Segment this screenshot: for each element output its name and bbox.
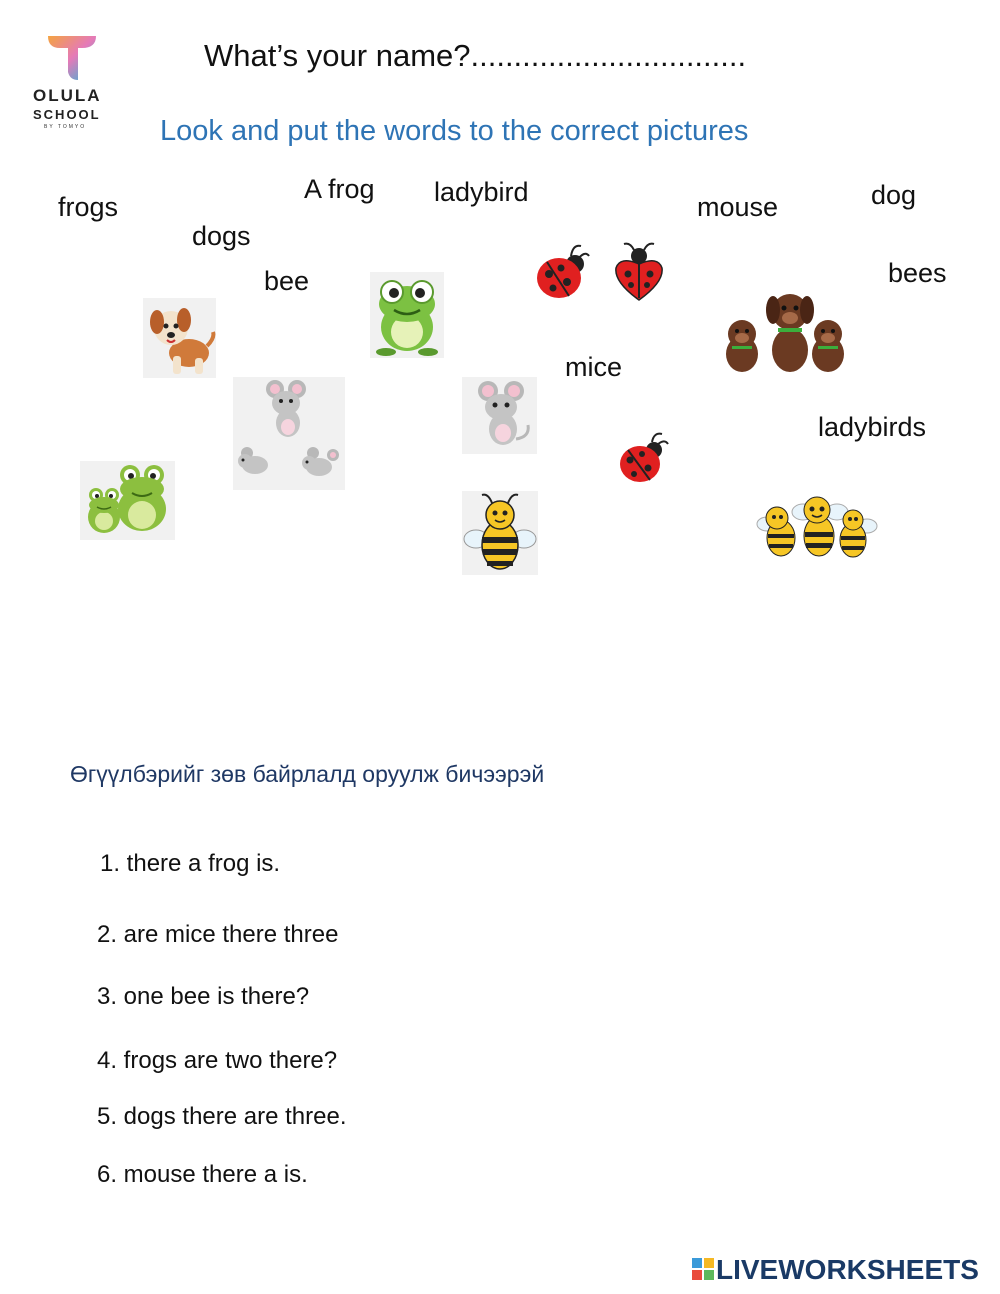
frogs-picture[interactable] [80, 461, 175, 540]
word-ladybirds[interactable]: ladybirds [818, 412, 927, 442]
sentence-3: 3. one bee is there? [97, 983, 310, 1010]
ladybird-picture-2[interactable] [612, 242, 666, 302]
name-prompt: What’s your name?................................ [204, 38, 747, 73]
sentence-5: 5. dogs there are three. [97, 1103, 347, 1130]
dog-icon [143, 298, 216, 378]
liveworksheets-icon [692, 1258, 714, 1280]
word-frogs[interactable]: frogs [58, 192, 119, 222]
frogs-icon [80, 461, 175, 540]
instruction-title: Look and put the words to the correct pictures [160, 115, 749, 147]
task2-heading: Өгүүлбэрийг зөв байрлалд оруулж бичээрэй [70, 761, 545, 787]
liveworksheets-logo[interactable] [692, 1254, 992, 1288]
liveworksheets-text: LIVEWORKSHEETS [716, 1254, 979, 1285]
frog-picture[interactable] [370, 272, 444, 358]
ladybird-picture-1[interactable] [533, 242, 591, 302]
bees-icon [755, 490, 879, 560]
word-mouse[interactable]: mouse [697, 192, 779, 222]
word-dog[interactable]: dog [871, 180, 917, 210]
word-ladybird[interactable]: ladybird [434, 177, 529, 207]
bee-icon [462, 491, 538, 575]
word-mice[interactable]: mice [565, 352, 623, 382]
ladybird-icon [616, 430, 670, 486]
word-bee[interactable]: bee [264, 266, 310, 296]
mice-icon [233, 377, 345, 490]
dogs-picture[interactable] [718, 286, 850, 378]
dogs-icon [718, 286, 850, 378]
frog-icon [370, 272, 444, 358]
ladybird-icon [533, 242, 591, 302]
logo-tagline: BY TOMYO [44, 124, 87, 130]
logo-mark-icon [30, 32, 120, 82]
logo-line-2: SCHOOL [33, 107, 101, 122]
ladybird-picture-3[interactable] [616, 430, 670, 486]
school-logo [30, 32, 120, 132]
ladybird-icon [612, 242, 666, 302]
word-a-frog[interactable]: A frog [304, 174, 375, 204]
mice-picture[interactable] [233, 377, 345, 490]
sentence-1: 1. there a frog is. [100, 850, 281, 877]
mouse-picture[interactable] [462, 377, 537, 454]
word-dogs[interactable]: dogs [192, 221, 251, 251]
logo-line-1: OLULA [33, 86, 102, 105]
dog-picture[interactable] [143, 298, 216, 378]
sentence-6: 6. mouse there a is. [97, 1161, 308, 1188]
word-bees[interactable]: bees [888, 258, 947, 288]
bee-picture[interactable] [462, 491, 538, 575]
mouse-icon [462, 377, 537, 454]
sentence-2: 2. are mice there three [97, 921, 339, 948]
sentence-4: 4. frogs are two there? [97, 1047, 338, 1074]
bees-picture[interactable] [755, 490, 879, 560]
